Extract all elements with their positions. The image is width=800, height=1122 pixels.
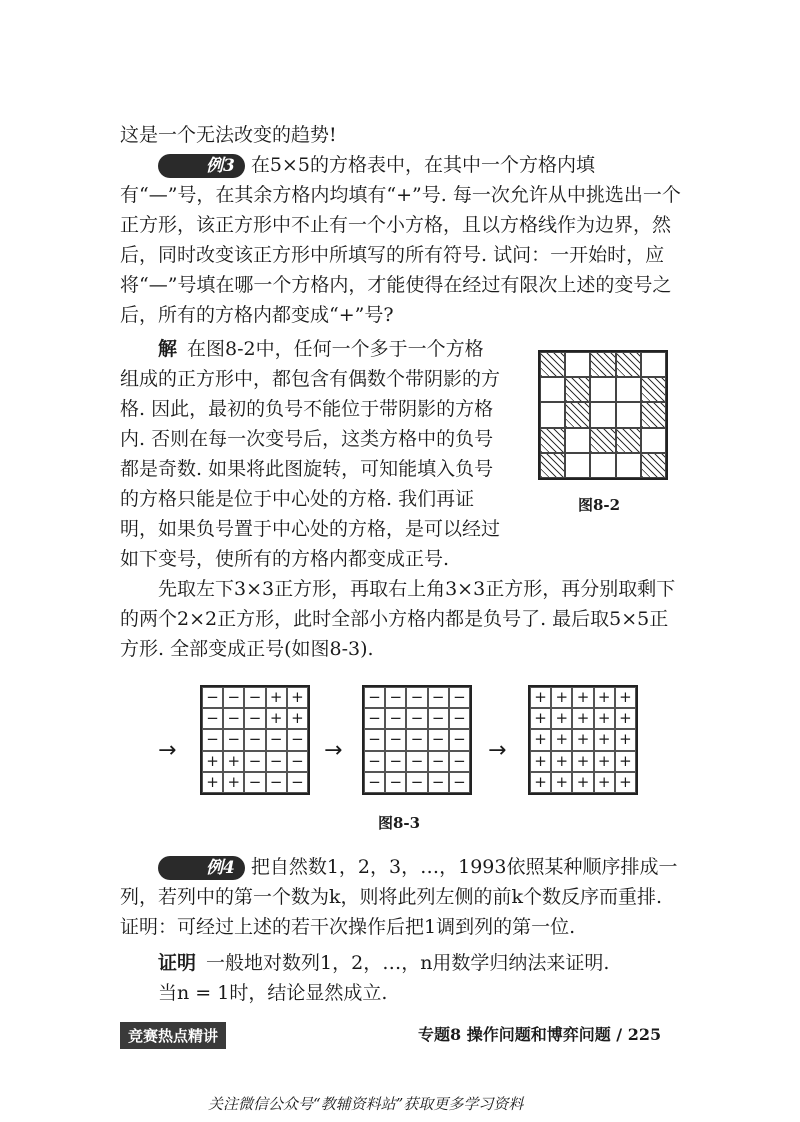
sign-cell: + (530, 772, 551, 793)
sign-cell: − (244, 729, 265, 750)
figure-8-2-caption: 图8-2 (578, 496, 621, 514)
plain-cell (565, 352, 590, 377)
base-case-line: 当n = 1时，结论显然成立. (158, 982, 388, 1004)
shaded-cell (641, 377, 666, 402)
sign-cell: − (266, 772, 287, 793)
arrow-icon: → (488, 738, 507, 763)
plain-cell (565, 453, 590, 478)
sign-cell: − (385, 751, 406, 772)
sign-cell: − (449, 708, 470, 729)
sign-cell: + (266, 687, 287, 708)
sign-cell: − (385, 708, 406, 729)
shaded-cell (641, 402, 666, 427)
plain-cell (616, 453, 641, 478)
example-3-paragraph (120, 150, 685, 330)
sign-cell: + (551, 751, 572, 772)
sign-cell: − (364, 729, 385, 750)
shaded-cell (641, 453, 666, 478)
sign-cell: − (406, 729, 427, 750)
sign-cell: − (428, 751, 449, 772)
sign-cell: − (202, 708, 223, 729)
paragraph-2: 先取左下3×3正方形，再取右上角3×3正方形，再分别取剩下的两个2×2正方形，此时全部小方格内都是负号了. 最后取5×5正方形. 全部变成正号(如图8-3). (120, 578, 676, 660)
sign-cell: + (572, 751, 593, 772)
shaded-cell (616, 352, 641, 377)
figure-8-3-caption: 图8-3 (378, 814, 421, 832)
proof-line (158, 948, 609, 978)
sign-cell: + (287, 708, 308, 729)
sign-cell: + (223, 772, 244, 793)
sign-cell: − (287, 772, 308, 793)
example-4-text: 把自然数1，2，3，…，1993依照某种顺序排成一列，若列中的第一个数为k，则将此列左侧的前k个数反序而重排. 证明：可经过上述的若干次操作后把1调到列的第一位. (120, 856, 678, 938)
sign-cell: − (244, 751, 265, 772)
sign-cell: + (594, 772, 615, 793)
sign-cell: + (615, 687, 636, 708)
plain-cell (641, 428, 666, 453)
sign-cell: − (244, 687, 265, 708)
plain-cell (590, 402, 615, 427)
figure-8-2-grid (538, 350, 668, 480)
plain-cell (540, 377, 565, 402)
shaded-cell (540, 453, 565, 478)
sign-cell: − (223, 687, 244, 708)
plain-cell (565, 428, 590, 453)
sign-cell: − (223, 708, 244, 729)
sign-cell: − (287, 751, 308, 772)
solution-line-7: 明，如果负号置于中心处的方格，是可以经过 (120, 518, 501, 540)
page-number: 225 (627, 1025, 662, 1044)
sign-cell: + (530, 729, 551, 750)
plain-cell (590, 377, 615, 402)
sign-cell: − (449, 751, 470, 772)
proof-text: 一般地对数列1，2，…，n用数学归纳法来证明. (206, 952, 610, 974)
sign-cell: + (202, 772, 223, 793)
text-line: 这是一个无法改变的趋势! (120, 124, 337, 146)
sign-cell: + (594, 729, 615, 750)
solution-line-1 (158, 334, 484, 364)
shaded-cell (540, 352, 565, 377)
sign-cell: − (406, 772, 427, 793)
sign-cell: + (551, 687, 572, 708)
sign-cell: − (406, 751, 427, 772)
sign-cell: − (287, 729, 308, 750)
sign-cell: − (202, 687, 223, 708)
sign-cell: − (364, 772, 385, 793)
arrow-icon: → (324, 738, 343, 763)
example-4-paragraph (120, 852, 685, 942)
chapter-title: 专题8 操作问题和博弈问题 (418, 1025, 611, 1044)
sign-cell: − (449, 687, 470, 708)
sign-cell: + (287, 687, 308, 708)
sign-cell: + (572, 729, 593, 750)
sign-cell: − (266, 751, 287, 772)
shaded-cell (565, 402, 590, 427)
sign-cell: − (364, 751, 385, 772)
sign-cell: + (266, 708, 287, 729)
sign-cell: + (615, 729, 636, 750)
example-3-badge: 例3 (158, 154, 245, 178)
running-footer: 专题8 操作问题和博弈问题 / 225 (418, 1025, 662, 1044)
arrow-icon: → (158, 738, 177, 763)
sign-cell: + (572, 687, 593, 708)
sign-cell: + (572, 772, 593, 793)
plain-cell (540, 402, 565, 427)
sign-cell: + (572, 708, 593, 729)
sign-cell: − (364, 708, 385, 729)
sign-cell: − (428, 708, 449, 729)
plain-cell (590, 453, 615, 478)
sign-cell: − (385, 772, 406, 793)
solution-line-8: 如下变号，使所有的方格内都变成正号. (120, 548, 450, 570)
sign-cell: + (615, 708, 636, 729)
solution-text-1: 在图8-2中，任何一个多于一个方格 (187, 338, 484, 360)
sign-cell: + (223, 751, 244, 772)
sign-cell: − (266, 729, 287, 750)
sign-cell: + (551, 708, 572, 729)
sign-cell: + (530, 751, 551, 772)
sign-cell: − (244, 708, 265, 729)
sign-cell: − (449, 729, 470, 750)
sign-cell: + (551, 772, 572, 793)
sign-cell: − (428, 687, 449, 708)
sign-cell: − (406, 708, 427, 729)
example-3-text: 在5×5的方格表中，在其中一个方格内填有“—”号，在其余方格内均填有“+”号. 每一次允许从中挑选出一个正方形，该正方形中不止有一个小方格，且以方格线作为边界，然后，同时改变该正方形中所填写的所有符号. 试问：一开始时，应将“—”号填在哪一个方格内，才能使得在经过有限次上述的变号之后，所有的方格内都变成“+”号? (120, 154, 681, 326)
sign-cell: − (385, 729, 406, 750)
sign-cell: + (202, 751, 223, 772)
solution-line-5: 都是奇数. 如果将此图旋转，可知能填入负号 (120, 458, 494, 480)
shaded-cell (540, 428, 565, 453)
sign-cell: − (364, 687, 385, 708)
shaded-cell (565, 377, 590, 402)
proof-label: 证明 (158, 952, 197, 974)
sign-cell: + (530, 687, 551, 708)
sign-cell: + (615, 772, 636, 793)
solution-line-2: 组成的正方形中，都包含有偶数个带阴影的方 (120, 368, 501, 390)
figure-8-3-grid-1 (200, 685, 310, 795)
watermark-text: 关注微信公众号“教辅资料站”获取更多学习资料 (208, 1095, 524, 1113)
sign-cell: − (223, 729, 244, 750)
sign-cell: − (202, 729, 223, 750)
solution-line-6: 的方格只能是位于中心处的方格. 我们再证 (120, 488, 475, 510)
sign-cell: − (428, 772, 449, 793)
solution-line-4: 内. 否则在每一次变号后，这类方格中的负号 (120, 428, 494, 450)
solution-line-3: 格. 因此，最初的负号不能位于带阴影的方格 (120, 398, 494, 420)
sign-cell: + (615, 751, 636, 772)
sign-cell: − (428, 729, 449, 750)
shaded-cell (590, 428, 615, 453)
plain-cell (641, 352, 666, 377)
sign-cell: + (530, 708, 551, 729)
sign-cell: − (449, 772, 470, 793)
figure-8-3-grid-3 (528, 685, 638, 795)
plain-cell (616, 402, 641, 427)
sign-cell: + (594, 751, 615, 772)
sign-cell: − (385, 687, 406, 708)
sign-cell: + (551, 729, 572, 750)
sign-cell: + (594, 687, 615, 708)
plain-cell (616, 377, 641, 402)
shaded-cell (590, 352, 615, 377)
example-4-badge: 例4 (158, 856, 245, 880)
shaded-cell (616, 428, 641, 453)
sign-cell: − (244, 772, 265, 793)
section-tag: 竞赛热点精讲 (120, 1022, 226, 1049)
sign-cell: + (594, 708, 615, 729)
sign-cell: − (406, 687, 427, 708)
figure-8-3-grid-2 (362, 685, 472, 795)
solution-label: 解 (158, 338, 178, 360)
